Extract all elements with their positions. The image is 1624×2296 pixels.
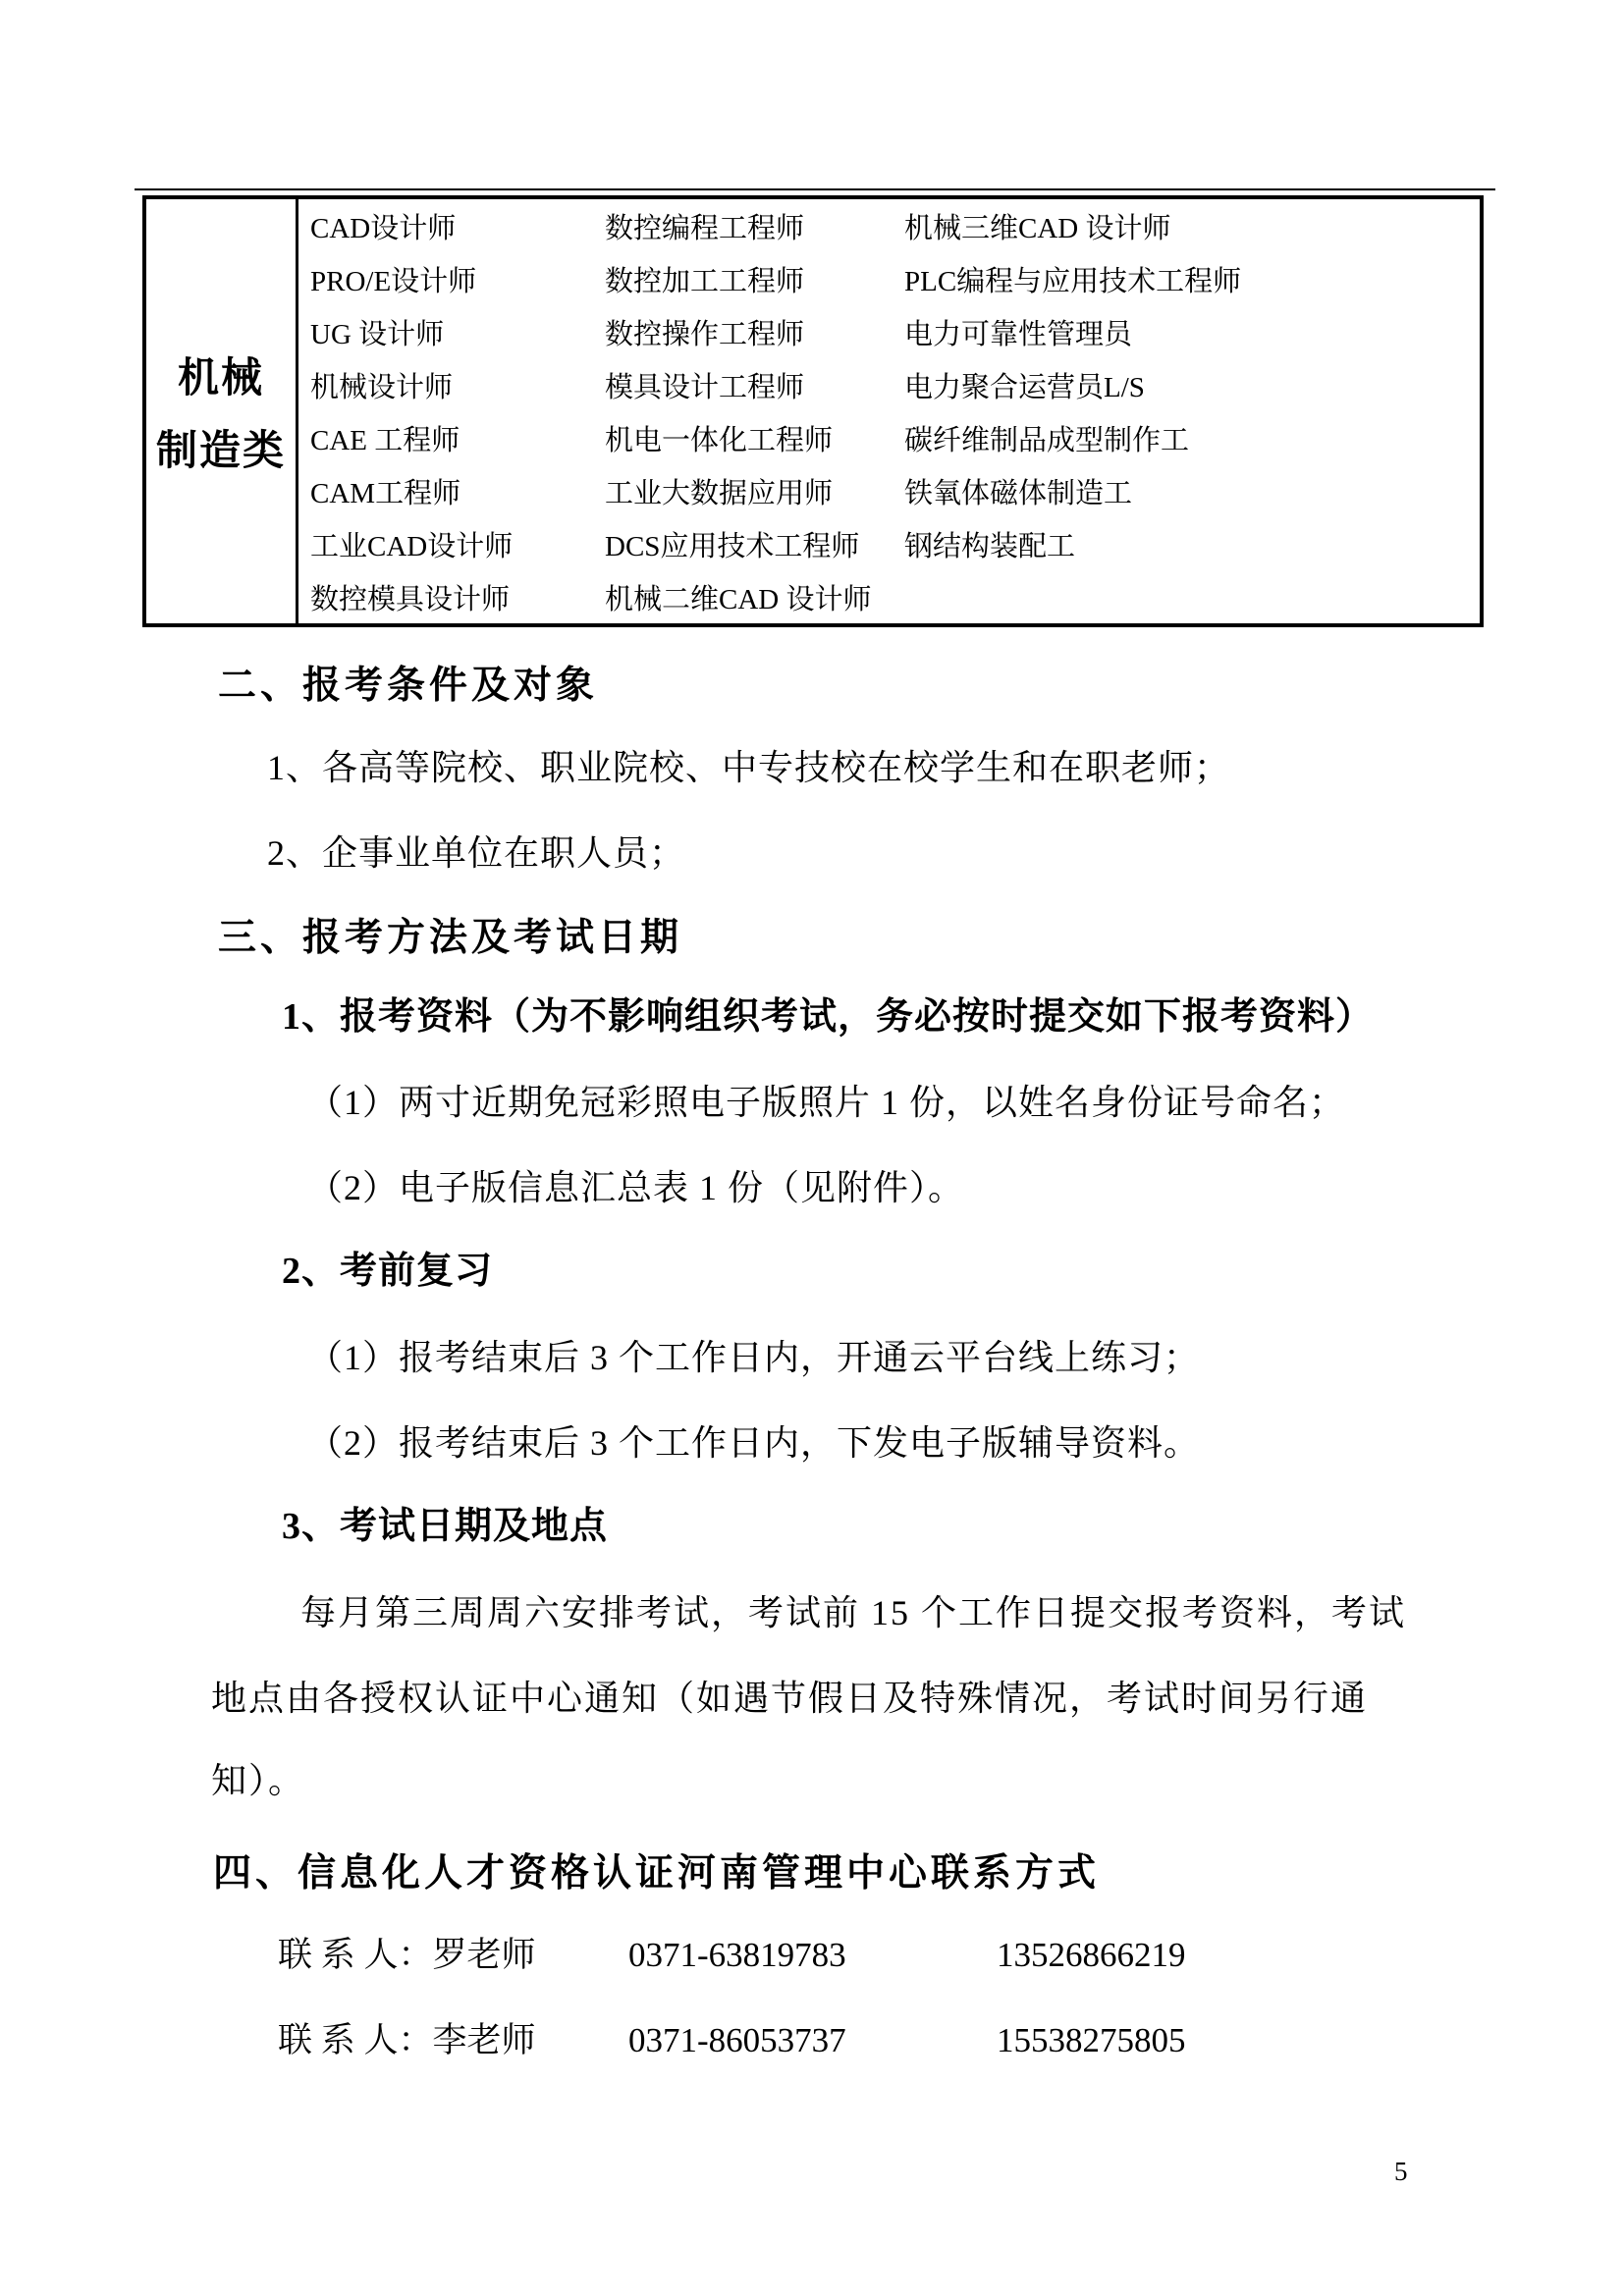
contact-mobile: 15538275805 — [997, 2021, 1186, 2059]
section-3-sub-1-item-2: （2）电子版信息汇总表 1 份（见附件）。 — [307, 1168, 965, 1207]
section-3-heading: 三、报考方法及考试日期 — [218, 917, 683, 959]
section-2-item-1: 1、各高等院校、职业院校、中专技校在校学生和在职老师； — [267, 748, 1231, 787]
job-title: 电力可靠性管理员 — [904, 318, 1133, 350]
job-title: 钢结构装配工 — [904, 530, 1076, 562]
contact-name: 联 系 人：罗老师 — [278, 1936, 536, 1974]
job-title: UG 设计师 — [310, 318, 445, 350]
page-number: 5 — [1394, 2157, 1408, 2186]
job-title: CAM工程师 — [310, 477, 461, 509]
job-title: 工业大数据应用师 — [605, 477, 834, 509]
job-title: 工业CAD设计师 — [310, 530, 514, 562]
job-title: 数控操作工程师 — [605, 318, 805, 350]
job-titles-grid — [298, 199, 1480, 623]
table-top-rule — [135, 188, 1495, 190]
certification-table — [142, 195, 1484, 627]
category-cell — [146, 199, 298, 623]
contact-row — [278, 1934, 1186, 1977]
job-title: 碳纤维制品成型制作工 — [904, 424, 1190, 456]
job-title: 数控模具设计师 — [310, 583, 511, 615]
job-title: CAE 工程师 — [310, 424, 460, 456]
job-title: PLC编程与应用技术工程师 — [904, 265, 1242, 297]
job-title: PRO/E设计师 — [310, 265, 477, 297]
section-3-sub-2-item-2: （2）报考结束后 3 个工作日内，下发电子版辅导资料。 — [307, 1423, 1201, 1463]
job-title: 机械二维CAD 设计师 — [605, 583, 872, 615]
section-3-sub-2-heading: 2、考前复习 — [282, 1251, 494, 1292]
job-title: 铁氧体磁体制造工 — [904, 477, 1133, 509]
section-3-sub-1-item-1: （1）两寸近期免冠彩照电子版照片 1 份，以姓名身份证号命名； — [307, 1083, 1346, 1122]
job-title: 机电一体化工程师 — [605, 424, 834, 456]
section-2-heading: 二、报考条件及对象 — [218, 665, 599, 707]
contact-mobile: 13526866219 — [997, 1936, 1186, 1974]
paragraph-line: 地点由各授权认证中心通知（如遇节假日及特殊情况，考试时间另行通 — [211, 1679, 1369, 1718]
category-label-line1: 机械 — [177, 356, 264, 401]
contact-name: 联 系 人：李老师 — [278, 2021, 536, 2059]
contact-phone: 0371-86053737 — [628, 2021, 846, 2059]
section-3-sub-1-heading: 1、报考资料（为不影响组织考试，务必按时提交如下报考资料） — [282, 996, 1375, 1038]
contact-phone: 0371-63819783 — [628, 1936, 846, 1974]
contact-row — [278, 2019, 1186, 2062]
job-title: 电力聚合运营员L/S — [904, 371, 1145, 403]
job-title: 机械三维CAD 设计师 — [904, 212, 1171, 244]
job-title: DCS应用技术工程师 — [605, 530, 860, 562]
category-label-line2: 制造类 — [155, 429, 286, 474]
section-3-sub-2-item-1: （1）报考结束后 3 个工作日内，开通云平台线上练习； — [307, 1338, 1201, 1377]
job-title: 模具设计工程师 — [605, 371, 805, 403]
job-title: 机械设计师 — [310, 371, 454, 403]
section-2-item-2: 2、企事业单位在职人员； — [267, 833, 686, 873]
paragraph-line: 知）。 — [211, 1761, 306, 1800]
job-title: CAD设计师 — [310, 212, 457, 244]
job-title: 数控编程工程师 — [605, 212, 805, 244]
paragraph-line: 每月第三周周六安排考试，考试前 15 个工作日提交报考资料，考试 — [300, 1593, 1407, 1632]
section-4-heading: 四、信息化人才资格认证河南管理中心联系方式 — [213, 1852, 1101, 1895]
section-3-sub-3-heading: 3、考试日期及地点 — [282, 1506, 609, 1547]
job-title: 数控加工工程师 — [605, 265, 805, 297]
